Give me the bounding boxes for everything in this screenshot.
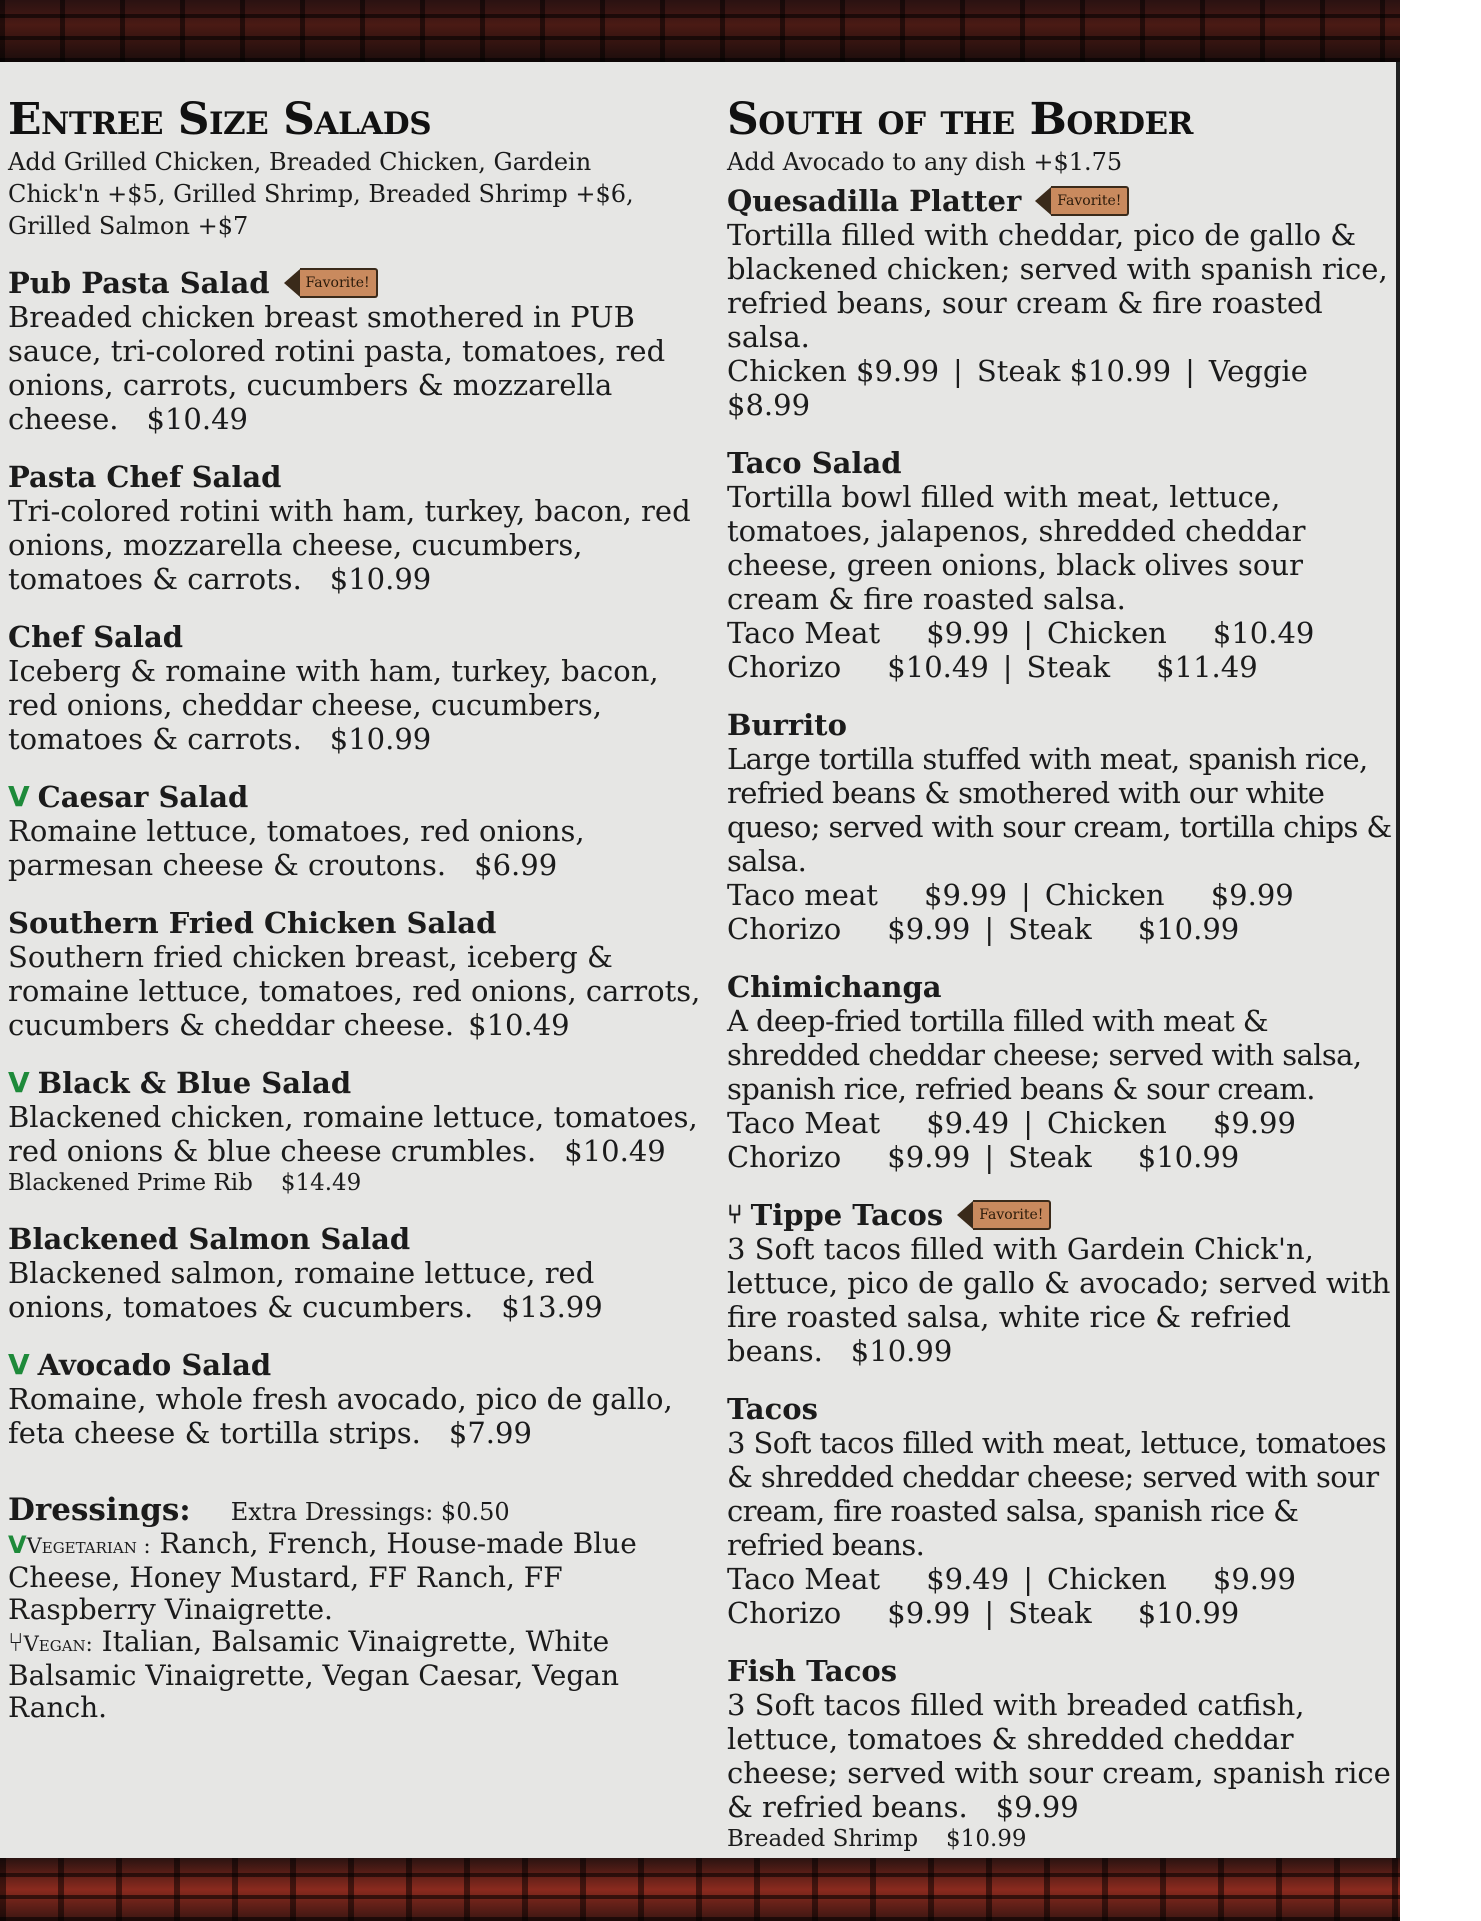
favorite-badge: Favorite!	[957, 1200, 1051, 1230]
item-option: Taco Meat $9.99	[727, 616, 1010, 650]
item-desc: Tortilla filled with cheddar, pico de gallo & blackened chicken; served with spanish rice, refried beans, sour cream & fire roasted salsa.	[727, 218, 1388, 354]
fork-knife-icon: ⑂	[8, 1628, 24, 1658]
item-option: Steak $10.99	[1008, 1596, 1240, 1630]
item-option: Chorizo $9.99	[727, 912, 971, 946]
item-desc: 3 Soft tacos filled with meat, lettuce, tomatoes & shredded cheddar cheese; served with sour cream, fire roasted salsa, spanish rice & refried beans.	[727, 1426, 1387, 1562]
menu-item	[8, 460, 708, 596]
item-price: $10.49	[564, 1134, 666, 1168]
item-desc: Romaine, whole fresh avocado, pico de gallo, feta cheese & tortilla strips.	[8, 1382, 673, 1450]
vegetarian-leaf-icon: V	[8, 1531, 27, 1559]
dressings-title: Dressings:	[8, 1492, 191, 1528]
item-name: Caesar Salad	[37, 780, 249, 814]
dressings-block	[8, 1492, 708, 1724]
menu-item	[8, 780, 708, 882]
menu-item: Quesadilla Platter Favorite! Tortilla filled with cheddar, pico de gallo & blackened chicken; served with spanish rice, refried beans, sour cream & fire roasted salsa. Chicken $9.99 | Steak $10.99 | Veggie $8.99	[727, 184, 1392, 422]
menu-item	[727, 1654, 1392, 1854]
item-option: Veggie $8.99	[727, 354, 1308, 422]
vegan-label: Vegan:	[23, 1632, 93, 1656]
item-option: Steak $10.99	[1008, 1140, 1240, 1174]
item-option: Taco Meat $9.49	[727, 1562, 1010, 1596]
item-price: $7.99	[448, 1416, 532, 1450]
item-option: Steak $10.99	[976, 354, 1172, 388]
item-name: Quesadilla Platter	[727, 184, 1022, 218]
menu-item	[8, 620, 708, 756]
item-addon: Breaded Shrimp	[727, 1826, 919, 1852]
item-price: $6.99	[474, 848, 558, 882]
item-addon-price: $10.99	[946, 1826, 1027, 1852]
section-title-south: South of the Border	[727, 94, 1193, 145]
item-name: Chimichanga	[727, 970, 942, 1004]
item-name: Avocado Salad	[37, 1348, 272, 1382]
item-price: $10.49	[468, 1008, 570, 1042]
menu-item	[8, 1348, 708, 1450]
item-name: Pasta Chef Salad	[8, 460, 282, 494]
brick-border-bottom	[0, 1858, 1400, 1921]
item-price: $13.99	[501, 1290, 603, 1324]
item-desc: Blackened chicken, romaine lettuce, tomatoes, red onions & blue cheese crumbles.	[8, 1100, 698, 1168]
south-border-column	[727, 62, 1392, 1854]
item-option: Steak $11.49	[1026, 650, 1258, 684]
menu-item	[8, 906, 708, 1042]
section-title-salads: Entree Size Salads	[8, 94, 432, 145]
favorite-badge: Favorite!	[284, 268, 378, 298]
menu-item	[727, 1198, 1392, 1368]
extra-dressings: Extra Dressings: $0.50	[230, 1498, 510, 1526]
salads-addons: Add Grilled Chicken, Breaded Chicken, Gardein Chick'n +$5, Grilled Shrimp, Breaded Shrimp +$6, Grilled Salmon +$7	[8, 148, 634, 240]
item-addon: Blackened Prime Rib	[8, 1170, 253, 1196]
menu-item: Chimichanga A deep-fried tortilla filled with meat & shredded cheddar cheese; served with salsa, spanish rice, refried beans & sour cream. Taco Meat $9.49 | Chicken $9.99 Chorizo $9.99 | Steak $10.99	[727, 970, 1392, 1174]
item-desc: Blackened salmon, romaine lettuce, red onions, tomatoes & cucumbers.	[8, 1256, 595, 1324]
vegetarian-label: Vegetarian :	[26, 1534, 151, 1558]
item-option: Chicken $9.99	[1044, 878, 1294, 912]
item-name: Black & Blue Salad	[37, 1066, 352, 1100]
item-desc: Breaded chicken breast smothered in PUB sauce, tri-colored rotini pasta, tomatoes, red onions, carrots, cucumbers & mozzarella cheese.	[8, 300, 666, 436]
item-name: Blackened Salmon Salad	[8, 1222, 411, 1256]
item-desc: A deep-fried tortilla filled with meat & shredded cheddar cheese; served with salsa, spanish rice, refried beans & sour cream.	[727, 1004, 1362, 1106]
item-name: Tacos	[727, 1392, 818, 1426]
item-name: Pub Pasta Salad	[8, 266, 270, 300]
vegetarian-leaf-icon: V	[8, 780, 30, 813]
item-option: Steak $10.99	[1008, 912, 1240, 946]
item-price: $10.99	[329, 562, 432, 596]
item-desc: Tri-colored rotini with ham, turkey, bacon, red onions, mozzarella cheese, cucumbers, tomatoes & carrots.	[8, 494, 691, 596]
item-option: Chorizo $10.49	[727, 650, 989, 684]
item-option: Chorizo $9.99	[727, 1140, 971, 1174]
item-option: Chicken $10.49	[1047, 616, 1315, 650]
item-price: $10.99	[329, 722, 432, 756]
item-name: Taco Salad	[727, 446, 902, 480]
menu-item: Tacos 3 Soft tacos filled with meat, lettuce, tomatoes & shredded cheddar cheese; served with sour cream, fire roasted salsa, spanish rice & refried beans. Taco Meat $9.49 | Chicken $9.99 Chorizo $9.99 | Steak $10.99	[727, 1392, 1392, 1630]
item-desc: 3 Soft tacos filled with Gardein Chick'n, lettuce, pico de gallo & avocado; served with fire roasted salsa, white rice & refried beans.	[727, 1232, 1391, 1368]
avocado-addon: Add Avocado to any dish +$1.75	[727, 148, 1123, 176]
item-option: Chicken $9.99	[1047, 1106, 1296, 1140]
item-price: $9.99	[995, 1790, 1079, 1824]
menu-item	[8, 1222, 708, 1324]
item-desc: Southern fried chicken breast, iceberg & romaine lettuce, tomatoes, red onions, carrots, cucumbers & cheddar cheese.	[8, 940, 701, 1042]
item-name: Burrito	[727, 708, 847, 742]
favorite-badge: Favorite!	[1035, 186, 1129, 216]
salads-column	[8, 62, 708, 1724]
menu-item	[8, 1066, 708, 1198]
item-desc: Iceberg & romaine with ham, turkey, bacon, red onions, cheddar cheese, cucumbers, tomatoes & carrots.	[8, 654, 659, 756]
menu-panel	[0, 62, 1400, 1858]
menu-item: Taco Salad Tortilla bowl filled with meat, lettuce, tomatoes, jalapenos, shredded cheddar cheese, green onions, black olives sour cream & fire roasted salsa. Taco Meat $9.99 | Chicken $10.49 Chorizo $10.49 | Steak $11.49	[727, 446, 1392, 684]
item-option: Chorizo $9.99	[727, 1596, 971, 1630]
item-desc: Large tortilla stuffed with meat, spanish rice, refried beans & smothered with our white queso; served with sour cream, tortilla chips & salsa.	[727, 742, 1392, 878]
item-option: Taco Meat $9.49	[727, 1106, 1010, 1140]
item-name: Fish Tacos	[727, 1654, 898, 1688]
item-option: Chicken $9.99	[1047, 1562, 1296, 1596]
item-option: Chicken $9.99	[727, 354, 940, 388]
item-name: Chef Salad	[8, 620, 184, 654]
item-desc: 3 Soft tacos filled with breaded catfish, lettuce, tomatoes & shredded cheddar cheese; served with sour cream, spanish rice & refried beans.	[727, 1688, 1391, 1824]
item-desc: Romaine lettuce, tomatoes, red onions, parmesan cheese & croutons.	[8, 814, 585, 882]
vegetarian-dressings: Ranch, French, House-made Blue Cheese, Honey Mustard, FF Ranch, FF Raspberry Vinaigrette.	[8, 1527, 637, 1626]
menu-item	[8, 266, 708, 436]
item-name: Tippe Tacos	[750, 1198, 944, 1232]
item-desc: Tortilla bowl filled with meat, lettuce, tomatoes, jalapenos, shredded cheddar cheese, green onions, black olives sour cream & fire roasted salsa.	[727, 480, 1306, 616]
vegetarian-leaf-icon: V	[8, 1348, 30, 1381]
vegan-dressings: Italian, Balsamic Vinaigrette, White Balsamic Vinaigrette, Vegan Caesar, Vegan Ranch.	[8, 1625, 619, 1724]
item-option: Taco meat $9.99	[727, 878, 1008, 912]
brick-border-top	[0, 0, 1400, 62]
item-price: $10.49	[146, 402, 248, 436]
item-addon-price: $14.49	[280, 1170, 362, 1196]
vegetarian-leaf-icon: V	[8, 1066, 30, 1099]
fork-knife-icon: ⑂	[727, 1200, 743, 1230]
menu-item: Burrito Large tortilla stuffed with meat, spanish rice, refried beans & smothered with our white queso; served with sour cream, tortilla chips & salsa. Taco meat $9.99 | Chicken $9.99 Chorizo $9.99 | Steak $10.99	[727, 708, 1392, 946]
item-name: Southern Fried Chicken Salad	[8, 906, 497, 940]
item-price: $10.99	[850, 1334, 953, 1368]
